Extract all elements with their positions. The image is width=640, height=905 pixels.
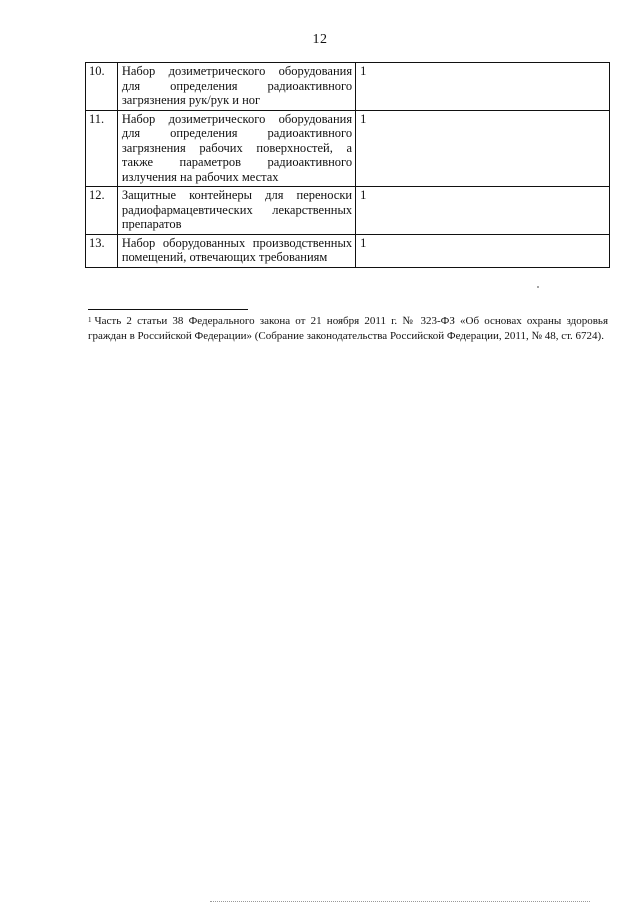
equipment-name: [117, 63, 355, 111]
equipment-name-text: Набор дозиметрического оборудования для определения радиоактивного загрязнения рук/рук и ног: [121, 64, 353, 107]
footnote-text: Часть 2 статьи 38 Федерального закона от 21 ноября 2011 г. № 323-ФЗ «Об основах охраны здоровья граждан в Российской Федерации» (Собрание законодательства Российской Федерации, 2011, № 48, ст. 6724).: [88, 315, 608, 342]
equipment-name: [117, 234, 355, 267]
equipment-name-text: Защитные контейнеры для переноски радиофармацевтических лекарственных препаратов: [121, 188, 353, 231]
equipment-name-text: Набор оборудованных производственных помещений, отвечающих требованиям: [121, 235, 353, 264]
footnote-marker: 1: [88, 316, 92, 324]
equipment-quantity: 1: [356, 187, 610, 235]
equipment-quantity: 1: [356, 110, 610, 187]
equipment-name: [117, 110, 355, 187]
equipment-quantity: 1: [356, 234, 610, 267]
row-number: 11.: [86, 110, 118, 187]
equipment-table: [85, 62, 610, 268]
row-number: 10.: [86, 63, 118, 111]
footnote: [88, 314, 608, 344]
table-row: [86, 187, 610, 235]
row-number: 13.: [86, 234, 118, 267]
footnote-separator: [88, 309, 248, 310]
page-number: 12: [312, 32, 328, 47]
scan-speck: [537, 286, 539, 288]
equipment-name-text: Набор дозиметрического оборудования для определения радиоактивного загрязнения рабочих поверхностей, а также параметров радиоактивного излучения на рабочих местах: [121, 111, 353, 184]
equipment-quantity: 1: [356, 63, 610, 111]
table-row: [86, 110, 610, 187]
row-number: 12.: [86, 187, 118, 235]
table-row: [86, 234, 610, 267]
equipment-name: [117, 187, 355, 235]
scan-edge: [210, 901, 590, 902]
table-row: [86, 63, 610, 111]
